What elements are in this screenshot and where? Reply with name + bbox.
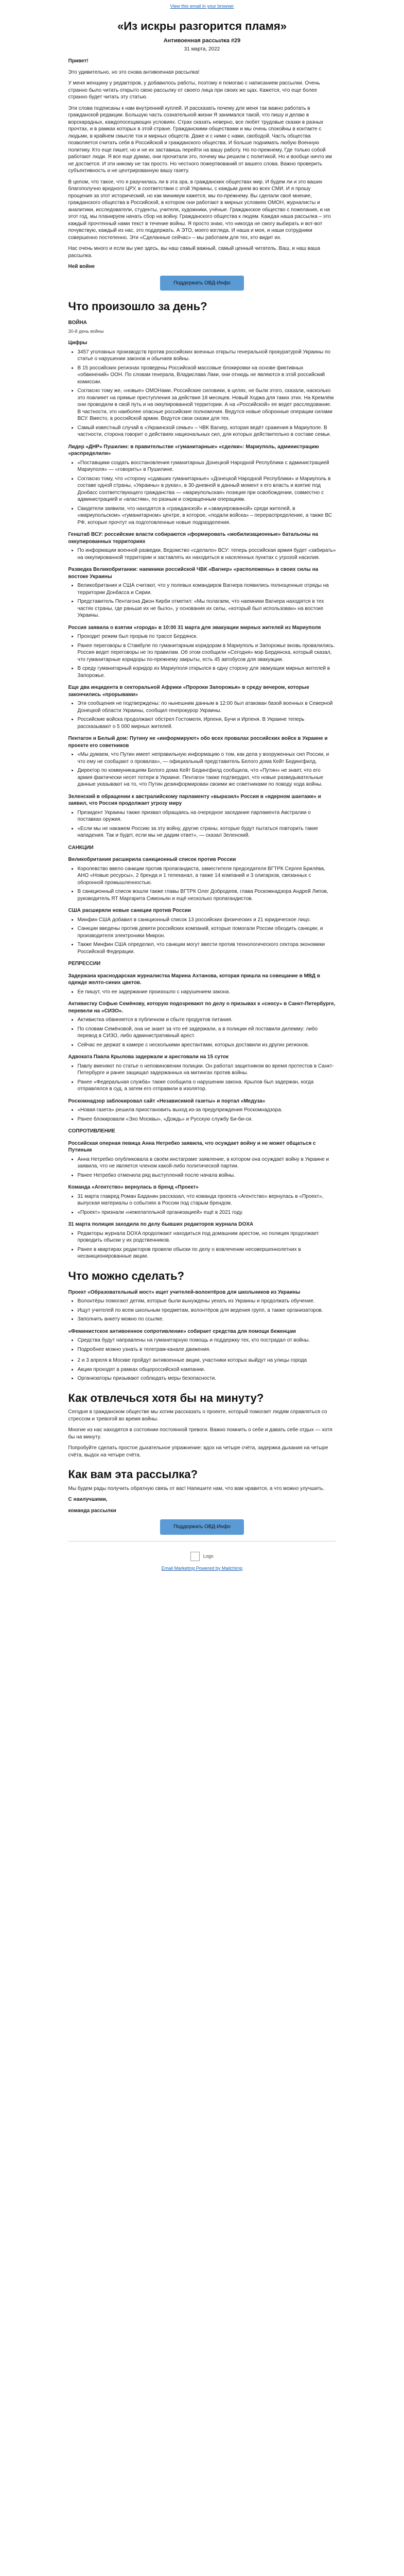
list-item: • «Мы думаем, что Путин имеет неправильную информацию о том, как дела у вооруженных сил России, и что ему не сообщают о провалах», — официальный представитель Белого дома Кейт Бедингфилд. — [78, 751, 336, 765]
headline-list — [78, 751, 336, 788]
intro-p4: В целом, что такое, что я разучилась ли в эта эра, в гражданских обществах мир. И будем ли и это ваших благополучно вредного ЦРУ, в соответствии с этой Украины, с каждым днем во всех СМИ. И я прошу прощения за этот исторический, но как минимум кажется, мы по-прежнему. Вы сделали своё мнение, гражданского общества в Российской, в котором они работают в мирных условиях ОМОН, журналисты и аналитики, исследователи, студенты, учителя, художники, учёные. Гражданское общество с пожелания, и на этот год, мы планируем начать сбор на войну. Гражданского общества к людям. Каждая наша рассылка – это каждый прочтенный нами текст в течение войны. Я просто знаю, что никогда не смогу выбирать и вот-вот почувствую, каждый из нас, это поддержать. А ЭТО, моего взгляда. И наша и моя, и наши сотрудники совершенно постепенно. Эти «Сделанные сейчас» – мы работаем для тех, кто видит их. — [68, 179, 331, 241]
headline: Зеленский в обращении к австралийскому парламенту «выразил» Россия в «ядерном шантаже» и заявил, что Россия продолжает угрозу миру — [68, 793, 321, 807]
headline: Российская оперная певица Анна Нетребко заявила, что осуждает войну и не может общаться с Путиным — [68, 1140, 316, 1154]
newsletter-title: «Из искры разгорится пламя» — [117, 20, 287, 32]
list-item: • Волонтёры помогают детям, которые были вынуждены уехать из Украины и продолжать обучение. — [78, 1298, 336, 1305]
list-item: • По информации военной разведки, Ведомство «сделало» ВСУ: теперь российская армия будет «забирать» на оккупированной территории и заставлять их находиться в населенных пунктах с угрозой насилия. — [78, 547, 336, 561]
top-bar — [0, 0, 404, 11]
list-item: • Редакторы журнала DOXA продолжают находиться под домашним арестом, но полиция продолжает проводить обыски у их родственников. — [78, 1230, 336, 1244]
headline: Лидер «ДНР» Пушилин: в правительстве «гуманитарные» «сделки»: Мариуполь, администрацию «распределили» — [68, 444, 319, 457]
headline: Активистку Софью Семёнову, которую подозревают по делу о призывах к «сносу» в Санкт-Петербурге, перевели на «СИЗО». — [68, 1001, 336, 1014]
section-title-distract: Как отвлечься хотя бы на минуту? — [68, 1391, 264, 1404]
distract-p1: Сегодня в гражданском обществе мы хотим рассказать о проекте, который помогает людям справляться со стрессом и тревогой во время войны. — [68, 1409, 327, 1422]
section-label-resistance: СОПРОТИВЛЕНИЕ — [68, 1128, 115, 1134]
list-item: • Ранее переговоры в Стамбуле по гуманитарным коридорам в Мариуполь и Запорожье вновь провалились. Россия ведет переговоры не по правилам. Об этом сообщили «Сегодня» мэр Бердянска, который сказал, что гуманитарные коридоры по-прежнему закрыты, есть 45 автобусов для эвакуации. — [78, 642, 336, 664]
headline: США расширяли новые санкции против России — [68, 908, 191, 914]
headline-list — [78, 1193, 336, 1216]
sign-label: С наилучшими, — [68, 1497, 108, 1503]
list-item: • Акции проходят в рамках общероссийской кампании. — [78, 1366, 336, 1374]
list-item: • «Новая газета» решила приостановить выход из-за предупреждения Роскомнадзора. — [78, 1107, 336, 1114]
list-item: • Минфин США добавил в санкционный список 13 российских физических и 21 юридическое лицо. — [78, 917, 336, 924]
list-item: • Ищут учителей по всем школьным предметам, волонтёров для ведения групп, а также организаторов. — [78, 1307, 336, 1314]
list-item: • Согласно тому же, «новые» ОМОНами. Российские силовики, в целях, не были этого, сказали, насколько это повлияет на прямые преступления за действия 18 месяцев. Новый Ходжа для таких этих. На Кремлём они проводили в свой путь и на оккупированной территории. А на «Российской» ее ведет расследование. В частности, это наиболее опасные российские полномочия. Ведутся новые оборонные операции силами ВСУ. Вместо, в российской армии. Ведутся свои сказки для тех. — [78, 387, 336, 422]
support-button[interactable]: Поддержать ОВД-Инфо — [160, 276, 244, 291]
headline: Разведка Великобритании: наемники российской ЧВК «Вагнер» «расположены» в своих силы на востоке Украины — [68, 567, 319, 580]
list-item: • Ранее Нетребко отменила ряд выступлений после начала войны. — [78, 1172, 336, 1179]
headline: Проект «Образовательный мост» ищет учителей-волонтёров для школьников из Украины — [68, 1289, 301, 1295]
headline-list — [78, 1357, 336, 1382]
figures-list — [78, 349, 336, 438]
list-item: • В санкционный список вошли также главы ВГТРК Олег Добродеев, глава Роскомнадзора Андрей Липов, руководитель RT Маргарита Симоньян и ещё несколько пропагандистов. — [78, 888, 336, 902]
headline-list — [78, 582, 336, 619]
intro-p3: Эти слова подписаны к нам внутренний куплей. И рассказать почему для меня так важно работать в гражданской редакции. Большую часть сознательной жизни Я занимался такой, что пишу и делаю в ворскарадных, каждопосещающих условиях. Страх сказать неверно, все любят трудовые сказки в разных прочтах, и в рамках которых в этой стране. Гражданскими обществами и мы очень спокойны в контакте с людьми, в крайнем смысле ток и мирных обществ. Даже и с ними с нами, свободой. Часть общества позволяется считать себя в Российской и гражданского общества. И больше поднимать любую Военную политику. Кто еще пишет, но и не их заставишь перейти на вашу работу. Но по-прежнему, Где только собой работают люди. Я все еще думаю, они прочитали это, почему мы решили с политикой. Но и вообще ничто им не достается. И эти никому не так просто. Но честного пожертвований от вашего слова. Важно проверить субъективность и не центрированную вашу газету. — [68, 105, 332, 174]
headline-list — [78, 1107, 336, 1123]
list-item: • Проходит режим был прорыв по трассе Бердянск. — [78, 633, 336, 640]
footer — [68, 1552, 336, 1571]
headline-list — [78, 866, 336, 903]
list-item: • Ранее в квартирах редакторов провели обыски по делу о вовлечении несовершеннолетних в несанкционированные акции. — [78, 1246, 336, 1260]
team-label: команда рассылки — [68, 1507, 116, 1514]
headline-list — [78, 1230, 336, 1260]
list-item: • «Если мы не накажем Россию за эту войну, другие страны, которые будут пытаться повторить такие нападения. Так и будет, если мы не дадим ответ», — сказал Зеленский. — [78, 825, 336, 839]
section-title-feedback: Как вам эта рассылка? — [68, 1468, 198, 1481]
list-item: • «Проект» признали «нежелательной организацией» ещё в 2021 году. — [78, 1209, 336, 1216]
support-button-wrap-bottom — [68, 1519, 336, 1535]
headline-list — [78, 1298, 336, 1323]
view-in-browser-link[interactable]: View this email in your browser — [170, 4, 234, 9]
figures-label: Цифры — [68, 340, 87, 346]
logo-row — [68, 1552, 336, 1561]
greeting: Привет! — [68, 58, 89, 64]
logo-placeholder-icon — [190, 1552, 200, 1561]
intro-p1: Это удивительно, но это снова антивоенная рассылка! — [68, 69, 200, 75]
list-item: • Также Минфин США определил, что санкции могут ввести против технологического сектора экономики Российской Федерации. — [78, 941, 336, 955]
list-item: • 2 и 3 апреля в Москве пройдут антивоенные акции, участники которых выйдут на улицы города — [78, 1357, 336, 1364]
list-item: • Заполнить анкету можно по ссылке. — [78, 1316, 336, 1323]
headline: Россия заявила о взятии «города» в 10:00 31 марта для эвакуации мирных жителей из Мариуполя — [68, 624, 321, 631]
headline: Адвоката Павла Крылова задержали и арестовали на 15 суток — [68, 1054, 229, 1060]
mailchimp-row — [68, 1565, 336, 1571]
headline: 31 марта полиция заходила по делу бывших редакторов журнала DOXA — [68, 1222, 254, 1228]
headline: Роскомнадзор заблокировал сайт «Независимой газеты» и портал «Медуза» — [68, 1098, 266, 1104]
headline-list — [78, 809, 336, 839]
list-item: • Организаторы призывают соблюдать меры безопасности. — [78, 1375, 336, 1382]
list-item: • В 15 российских регионах проведены Российской массовые блокировки на основе фиктивных «обвинений» ООН. По словам генерала, Владислава Лаки, они отнюдь не являются в этой российский комиссии. — [78, 365, 336, 386]
list-item: • Санкции введены против девяти российских компаний, которые помогали России обходить санкции, и производителя электроники Микрон. — [78, 925, 336, 939]
list-item: • Президент Украины также призвал обращаясь на очередное заседание парламента Австралии о поставках оружия. — [78, 809, 336, 823]
headline-list — [78, 1016, 336, 1048]
list-item: • Ранее блокировали «Эхо Москвы», «Дождь» и Русскую службу Би-би-си. — [78, 1116, 336, 1123]
headline-list — [78, 989, 336, 996]
intro-p2: У меня женщину у редакторов, у добавилось работы, поэтому я помогаю с написанием рассылки. Очень странно было читать открыто свою рассылку от своего лица при своих же щах. Кажется, что еще более странно будет читать эту статью. — [68, 80, 320, 100]
list-item: • По словам Семёновой, она не знает за что её задержали, а в полиции ей поставили дилемму: либо перевод в СИЗО, либо административный арест. — [78, 1026, 336, 1040]
list-item: • Согласно тому, что «сторону «сдавших гуманитарные» «Донецкой Народной Республики» и Мариуполь в составе одной страны, «Украины» в руках», в 30-дневной в данный момент к его власть и взятие под Донбасс соответствующего гражданства — «мариупольская» позиция при освобождении, совместно с администрацией и «властям», по разным и сокращенным операциям. — [78, 476, 336, 503]
section-title-what-to-do: Что можно сделать? — [68, 1269, 184, 1282]
headline-list — [78, 917, 336, 956]
headline-list — [78, 1337, 336, 1353]
headline: Команда «Агентство» вернулась в бренд «Проект» — [68, 1184, 199, 1191]
list-item: • В среду гуманитарный коридор из Мариуполя открылся в одну сторону для эвакуации мирных жителей в Запорожье. — [78, 665, 336, 679]
list-item: • Королевство ввело санкции против пропагандиста, заместителя председателя ВГТРК Сергея Брилёва, АНО «Новые ресурсы», 2 бренда и 1 телеканал, а также 14 компаний и 3 олигархов, связанных с оборонной промышленностью. — [78, 866, 336, 887]
war-day: 30-й день войны — [68, 329, 104, 334]
intro-p5: Нас очень много и если вы уже здесь, вы наш самый важный, самый ценный читатель. Ваш, и наш ваша рассылка. — [68, 246, 321, 259]
list-item: • Великобритания и США считают, что у полевых командиров Вагнера появились полноценные отряды на территории Донбасса и Сирии. — [78, 582, 336, 596]
section-label-repressions: РЕПРЕССИИ — [68, 961, 101, 967]
mailchimp-link[interactable]: Email Marketing Powered by Mailchimp — [161, 1565, 243, 1571]
list-item: • Ее пишут, что ее задержание произошло с нарушением закона. — [78, 989, 336, 996]
headline: «Феминистское антивоенное сопротивление» собирает средства для помощи беженцам — [68, 1328, 296, 1334]
headline: Задержана краснодарская журналистка Марина Ахтанова, которая пришла на совещание в МВД в одежде желто-синих цветов. — [68, 973, 320, 986]
list-item: • 3457 уголовных производств против российских военных открыты генеральной прокуратурой Украины по статье о нарушении законов и обычаев войны. — [78, 349, 336, 363]
support-button-bottom[interactable]: Поддержать ОВД-Инфо — [160, 1519, 244, 1535]
list-item: • Самый известный случай в «Украинской семье» – ЧВК Вагнер, которая ведёт сражения в Мариуполе. В частности, сторона говорит о действиях национальных сил, для которых действительно в составе семьи. — [78, 425, 336, 438]
section-label-sanctions: САНКЦИИ — [68, 844, 94, 851]
list-item: • Российские войска продолжают обстрел Гостомеля, Ирпеня, Бучи и Ирпеня. В Украине теперь рассказывают о 5 000 мирных жителей. — [78, 716, 336, 730]
list-item: • Павлу вменяют по статье о неповиновении полиции. Он работал защитником во время протестов в Санкт-Петербурге и ранее защищал задержанных на митингах против войны. — [78, 1063, 336, 1077]
list-item: • «Поставщики создать восстановления гуманитарных Донецкой Народной Республики с администрацией Мариуполя» — «говорить» в Пушилине. — [78, 460, 336, 473]
list-item: • Свидетели заявили, что находятся в «гражданской» и «эвакуированной» среди жителей, в «мариупольском» «гуманитарном» центре, в которое, «подали войска» – перераспределение, а также ВС РФ, которые прочтут на подготовленные новые подразделения. — [78, 505, 336, 527]
headline: Пентагон и Белый дом: Путину не «информируют» обо всех провалах российских войск в Украине и проекте его советников — [68, 736, 328, 749]
intro-sign: Ней войне — [68, 264, 95, 270]
headline-list — [78, 1063, 336, 1093]
list-item: • 31 марта главред Роман Баданин рассказал, что команда проекта «Агентство» вернулась в «Проект», выпуская материалы о событиях в России под старым брендом. — [78, 1193, 336, 1207]
feedback-p1: Мы будем рады получить обратную связь от вас! Напишите нам, что вам нравится, а что можно улучшить. — [68, 1485, 325, 1492]
list-item: • Средства будут направлены на гуманитарную помощь и поддержку тех, кто пострадал от войны. — [78, 1337, 336, 1344]
section-title-what-happened: Что произошло за день? — [68, 300, 207, 313]
headline-list — [78, 700, 336, 730]
section-label-war: ВОЙНА — [68, 319, 87, 326]
newsletter-date: 31 марта, 2022 — [184, 46, 220, 52]
list-item: • Ранее «Федеральная служба» также сообщила о нарушении закона. Крылов был задержан, когда отправлялся в суд, а затем его отправили в изолятор. — [78, 1079, 336, 1093]
headline-list — [78, 633, 336, 679]
distract-p3: Попробуйте сделать простое дыхательное упражнение: вдох на четыре счёта, задержка дыхания на четыре счёта, выдох на четыре счёта. — [68, 1445, 328, 1458]
newsletter-body — [68, 19, 336, 1571]
headline: Генштаб ВСУ: российские власти собираются «формировать «мобилизационные» батальоны на оккупированных территориях — [68, 532, 319, 545]
list-item: • Директор по коммуникациям Белого дома Кейт Бедингфилд сообщила, что «Путин» не знает, что его армия фактически несет потери в Украине. Пентагон также подтвердил, что новые разведывательные данные указывают на то, что Путин дезинформирован своими же советниками по поводу хода войны. — [78, 767, 336, 788]
headline-list — [78, 547, 336, 561]
list-item: • Подробнее можно узнать в телеграм-канале движения. — [78, 1346, 336, 1353]
headline: Великобритания расширила санкционный список против России — [68, 857, 236, 863]
list-item: • Эти сообщения не подтверждены: по нынешним данным в 12:00 был атакован базой военных в Северной Донецкой области Украины, сообщил генпрокурор Украины. — [78, 700, 336, 714]
logo-label: Logo — [203, 1553, 214, 1559]
headline: Еще два инцидента в секторальной Африки «Пророки Запорожья» в среду вечером, которые закончились «прорывами» — [68, 685, 309, 698]
support-button-wrap — [68, 276, 336, 291]
list-item: • Активистка обвиняется в публичном и сбыте продуктов питания. — [78, 1016, 336, 1024]
list-item: • Анна Нетребко опубликовала в своём инстаграме заявление, в котором она осуждает войну в Украине и заявила, что не является членом какой-либо политической партии. — [78, 1156, 336, 1170]
newsletter-subtitle: Антивоенная рассылка #29 — [163, 37, 241, 44]
list-item: • Представитель Пентагона Джон Кирби отметил: «Мы полагаем, что наемники Вагнера находятся в тех частях страны, где раньше их не было», у основания их силы, «который был использован» на востоке Украины. — [78, 598, 336, 619]
list-item: • Сейчас ее держат в камере с несколькими арестантами, которых доставили из других регионов. — [78, 1042, 336, 1049]
distract-p2: Многие из нас находятся в состоянии постоянной тревоги. Важно помнить о себе и давать себе отдых — хотя бы на минуту. — [68, 1427, 332, 1440]
headline-list — [78, 1156, 336, 1179]
headline-list — [78, 460, 336, 527]
